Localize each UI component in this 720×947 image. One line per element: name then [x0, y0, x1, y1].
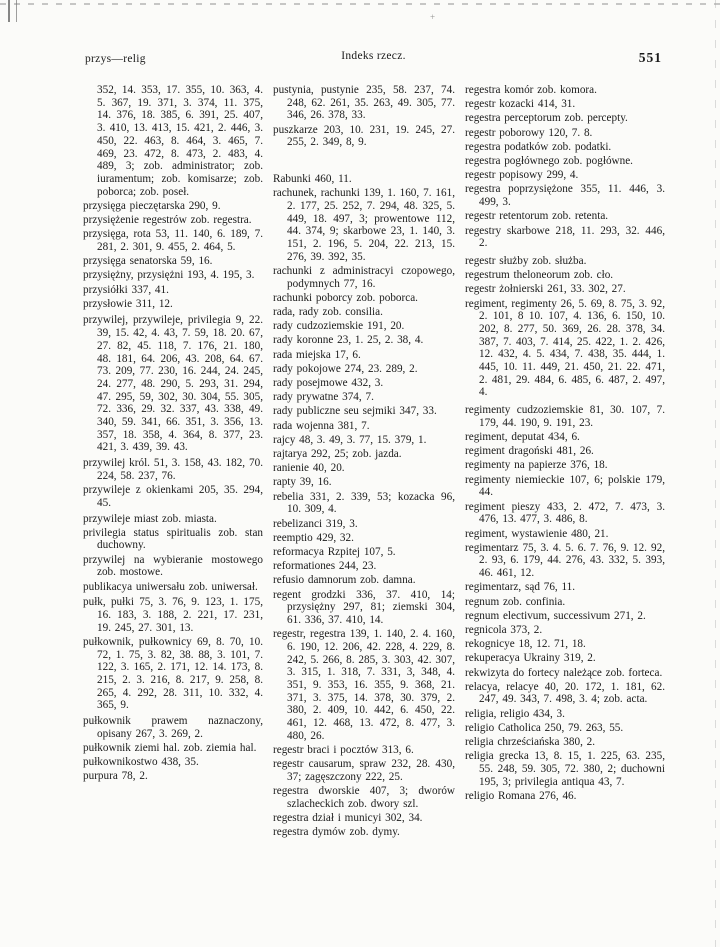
index-entry: rajcy 48, 3. 49, 3. 77, 15. 379, 1.	[273, 433, 427, 446]
index-entry: regestr poborowy 120, 7. 8.	[465, 126, 593, 139]
index-entry: regnicola 373, 2.	[465, 623, 543, 636]
index-entry: rapty 39, 16.	[273, 476, 332, 489]
index-entry: publikacya uniwersału zob. uniwersał.	[83, 580, 258, 593]
index-entry: regestry skarbowe 218, 11. 293, 32. 446, 2.	[465, 224, 665, 250]
scan-artifact-right-edge	[715, 0, 716, 947]
index-entry: puszkarze 203, 10. 231, 19. 245, 27. 255, 2. 349, 8, 9.	[273, 123, 455, 149]
index-entry: regnum zob. confinia.	[465, 595, 566, 608]
index-entry: rady pokojowe 274, 23. 289, 2.	[273, 362, 418, 375]
index-entry: pułkownik, pułkownicy 69, 8. 70, 10. 72, 1. 75, 3. 82, 38. 88, 3. 101, 7. 122, 3. 165, 2. 171, 12. 14. 173, 8. 215, 2. 3. 216, 8. 217, 9. 258, 8. 265, 4. 292, 28. 311, 10. 332, 4. 365, 9.	[83, 635, 263, 712]
index-entry: regnum electivum, successivum 271, 2.	[465, 609, 646, 622]
index-columns	[83, 84, 665, 840]
index-entry: regestra pogłównego zob. pogłówne.	[465, 155, 633, 168]
scan-artifact-plus-mark: +	[430, 12, 436, 22]
index-entry: privilegia status spiritualis zob. stan duchowny.	[83, 526, 263, 552]
index-entry: regestra dworskie 407, 3; dworów szlacheckich zob. dwory szl.	[273, 785, 455, 810]
index-entry: regestr braci i pocztów 313, 6.	[273, 744, 414, 757]
index-entry: regent grodzki 336, 37. 410, 14; przysiężny 297, 81; ziemski 304, 61. 336, 37. 410, 14.	[273, 588, 455, 627]
index-entry: regestr popisowy 299, 4.	[465, 169, 579, 182]
index-column-3	[465, 84, 665, 840]
index-entry: religia chrześciańska 380, 2.	[465, 736, 596, 749]
index-entry: rada, rady zob. consilia.	[273, 306, 383, 319]
index-entry: regestra dymów zob. dymy.	[273, 826, 400, 839]
index-entry: regimenty na papierze 376, 18.	[465, 459, 608, 472]
index-entry: rady posejmowe 432, 3.	[273, 377, 384, 390]
index-entry: religio Catholica 250, 79. 263, 55.	[465, 721, 624, 734]
index-entry: przywilej król. 51, 3. 158, 43. 182, 70. 224, 58. 237, 76.	[83, 457, 263, 482]
index-entry: przywilej na wybieranie mostowego zob. mostowe.	[83, 553, 263, 579]
index-entry: pułkownikostwo 438, 35.	[83, 756, 199, 769]
index-column-1	[83, 84, 263, 840]
index-entry: rada wojenna 381, 7.	[273, 419, 370, 432]
index-entry: regestr causarum, spraw 232, 28. 430, 37; zagęszczony 222, 25.	[273, 758, 455, 783]
index-entry: reformacya Rzpitej 107, 5.	[273, 546, 396, 558]
index-column-2	[273, 84, 455, 840]
index-entry: rachunki poborcy zob. poborca.	[273, 291, 418, 304]
index-entry: przywileje miast zob. miasta.	[83, 512, 217, 525]
index-entry: relacya, relacye 40, 20. 172, 1. 181, 62. 247, 49. 343, 7. 498, 3. 4; zob. acta.	[465, 680, 665, 706]
index-entry: purpura 78, 2.	[83, 770, 148, 783]
index-entry: przysiężny, przysiężni 193, 4. 195, 3.	[83, 269, 255, 282]
index-entry: regestr retentorum zob. retenta.	[465, 210, 609, 223]
index-entry: przysięga senatorska 59, 16.	[83, 255, 213, 268]
index-entry: regestr kozacki 414, 31.	[465, 98, 576, 111]
index-entry: przysiółki 337, 41.	[83, 283, 169, 296]
index-entry: regestra komór zob. komora.	[465, 84, 597, 96]
index-entry: regiment, wystawienie 480, 21.	[465, 527, 609, 540]
index-entry: pułk, pułki 75, 3. 76, 9. 123, 1. 175, 16. 183, 3. 188, 2. 221, 17. 231, 19. 245, 27. 301, 13.	[83, 596, 263, 634]
index-entry: przywilej, przywileje, privilegia 9, 22. 39, 15. 42, 4. 43, 7. 59, 18. 20. 67, 27. 82, 45. 118, 7. 176, 21. 180, 48. 181, 64. 206, 43. 208, 64. 67. 73. 209, 77. 230, 16. 244, 24. 245, 24. 277, 48. 290, 5. 293, 31. 294, 47. 295, 59, 302, 30. 304, 55. 305, 72. 336, 29. 32. 337, 43. 338, 49. 340, 59. 341, 66. 351, 3. 356, 13. 357, 18. 358, 4. 364, 8. 377, 23. 421, 3. 439, 39. 43.	[83, 314, 263, 454]
index-entry: regiment, deputat 434, 6.	[465, 431, 580, 444]
index-entry: regestr żołnierski 261, 33. 302, 27.	[465, 283, 626, 296]
index-entry: przysłowie 311, 12.	[83, 297, 173, 310]
index-entry: refusio damnorum zob. damna.	[273, 574, 416, 587]
index-entry: regimentarz 75, 3. 4. 5. 6. 7. 76, 9. 12. 92, 2. 93, 6. 179, 44. 276, 43. 332, 5. 393, 46. 461, 12.	[465, 541, 665, 580]
index-entry: rekognicye 18, 12. 71, 18.	[465, 638, 586, 651]
index-entry: rachunek, rachunki 139, 1. 160, 7. 161, 2. 177, 25. 252, 7. 294, 48. 325, 5. 449, 18. 497, 3; prowentowe 112, 44. 374, 9; skarbowe 23, 1. 140, 3. 151, 2. 196, 5. 204, 22. 213, 15. 276, 39. 392, 35.	[273, 187, 455, 263]
index-entry: rekuperacya Ukrainy 319, 2.	[465, 652, 596, 665]
index-entry: pułkownik prawem naznaczony, opisany 267, 3. 269, 2.	[83, 715, 263, 740]
index-entry: rachunki z administracyi czopowego, podymnych 77, 16.	[273, 264, 455, 290]
index-entry: 352, 14. 353, 17. 355, 10. 363, 4. 5. 367, 19. 371, 3. 374, 11. 375, 14. 376, 18. 385, 6. 391, 25. 407, 3. 410, 13. 413, 15. 421, 2. 446, 3. 450, 22. 463, 8. 464, 3. 465, 7. 469, 23. 472, 8. 473, 2. 483, 4. 489, 3; zob. administrator; zob. iuramentum; zob. komisarze; zob. poborca; zob. poseł.	[97, 84, 263, 198]
index-entry: religia, religio 434, 3.	[465, 707, 565, 720]
index-entry: regimenty niemieckie 107, 6; polskie 179, 44.	[465, 473, 665, 499]
index-entry: rebelia 331, 2. 339, 53; kozacka 96, 10. 309, 4.	[273, 490, 455, 516]
scan-artifact-corner-mark	[8, 0, 17, 22]
index-entry: rady prywatne 374, 7.	[273, 391, 374, 404]
index-entry: pułkownik ziemi hal. zob. ziemia hal.	[83, 741, 257, 754]
index-entry: regiment dragoński 481, 26.	[465, 445, 594, 458]
index-entry: ranienie 40, 20.	[273, 462, 345, 475]
index-entry: przywileje z okienkami 205, 35. 294, 45.	[83, 484, 263, 509]
index-entry: rajtarya 292, 25; zob. jazda.	[273, 448, 402, 461]
index-entry: regestra dział i municyi 302, 34.	[273, 812, 423, 825]
index-entry: rebelizanci 319, 3.	[273, 517, 358, 530]
index-entry: regiment pieszy 433, 2. 472, 7. 473, 3. 476, 13. 477, 3. 486, 8.	[465, 500, 665, 526]
index-range-label: przys—relig	[85, 53, 146, 65]
index-entry: regimenty cudzoziemskie 81, 30. 107, 7. 179, 44. 190, 9. 191, 23.	[465, 404, 665, 429]
index-entry: regimentarz, sąd 76, 11.	[465, 581, 576, 594]
index-entry: rada miejska 17, 6.	[273, 348, 361, 361]
index-entry: rady publiczne seu sejmiki 347, 33.	[273, 405, 437, 418]
index-entry: pustynia, pustynie 235, 58. 237, 74. 248, 62. 261, 35. 263, 49. 305, 77. 346, 26. 378, 33.	[273, 84, 455, 122]
page-header	[85, 50, 662, 66]
index-entry: religia grecka 13, 8. 15, 1. 225, 63. 235, 55. 248, 59. 305, 72. 380, 2; duchowni 195, 3; privilegia antiqua 43, 7.	[465, 750, 665, 788]
index-entry: regestra podatków zob. podatki.	[465, 140, 612, 153]
index-entry: regiment, regimenty 26, 5. 69, 8. 75, 3. 92, 2. 101, 8 10. 107, 4. 136, 6. 150, 10. 202, 8. 277, 50. 369, 26. 28. 378, 34. 387, 7. 403, 7. 414, 25. 422, 1. 2. 426, 12. 432, 4. 5. 434, 7. 438, 35. 444, 1. 445, 10. 11. 449, 21. 450, 21. 22. 471, 2. 481, 29. 484, 6. 485, 6. 487, 2. 497, 4.	[465, 297, 665, 399]
index-entry: regestrum theloneorum zob. cło.	[465, 269, 614, 282]
index-entry: regestra perceptorum zob. percepty.	[465, 112, 628, 125]
index-entry: przysięga pieczętarska 290, 9.	[83, 199, 221, 212]
index-entry: rekwizyta do fortecy należące zob. forteca.	[465, 666, 663, 679]
index-entry: przysięga, rota 53, 11. 140, 6. 189, 7. 281, 2. 301, 9. 455, 2. 464, 5.	[83, 228, 263, 253]
index-entry: religio Romana 276, 46.	[465, 789, 577, 802]
running-title: Indeks rzecz.	[341, 50, 406, 62]
index-entry: regestr służby zob. służba.	[465, 254, 587, 267]
page-number: 551	[638, 50, 662, 65]
index-entry: przysiężenie regestrów zob. regestra.	[83, 214, 252, 227]
index-entry: reformationes 244, 23.	[273, 560, 377, 573]
index-entry: reemptio 429, 32.	[273, 531, 354, 544]
index-entry: regestra poprzysiężone 355, 11. 446, 3. 499, 3.	[465, 183, 665, 209]
index-entry: Rabunki 460, 11.	[273, 173, 352, 186]
index-entry: regestr, regestra 139, 1. 140, 2. 4. 160, 6. 190, 12. 206, 42. 228, 4. 229, 8. 242, 5. 266, 8. 285, 3. 303, 42. 307, 3. 315, 1. 318, 7. 331, 3, 348, 4. 351, 9. 353, 16. 355, 9. 368, 21. 371, 3. 375, 14. 378, 30. 379, 2. 380, 2. 409, 10. 442, 6. 450, 22. 461, 12. 468, 13. 472, 8. 477, 3. 480, 26.	[273, 628, 455, 742]
scan-artifact-top-edge	[0, 3, 720, 5]
index-entry: rady cudzoziemskie 191, 20.	[273, 320, 405, 333]
index-entry: rady koronne 23, 1. 25, 2. 38, 4.	[273, 334, 424, 347]
